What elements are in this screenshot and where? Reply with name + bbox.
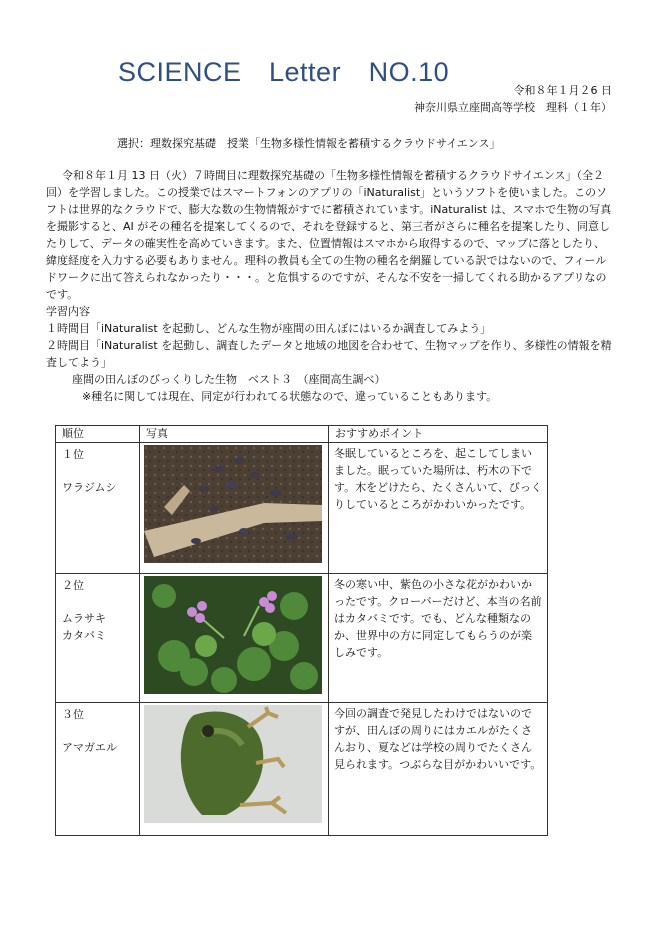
learning-heading: 学習内容 — [46, 305, 90, 318]
table-header-row — [56, 426, 548, 443]
point-cell: 今回の調査で発見したわけではないのですが、田んぼの周りにはカエルがたくさんおり、夏などは学校の周りでたくさん見られます。つぶらな目がかわいいです。 — [329, 703, 548, 836]
header-point: おすすめポイント — [329, 426, 548, 443]
school-name: 神奈川県立座間高等学校 理科（１年） — [414, 101, 612, 114]
table-row — [56, 574, 548, 703]
rank-label: ３位 — [62, 708, 84, 721]
issue-date: 令和８年１月２6 日 — [513, 84, 612, 97]
purple-oxalis-photo — [144, 576, 322, 694]
subject-line: 選択：理数探究基礎 授業「生物多様性情報を蓄積するクラウドサイエンス」 — [117, 137, 501, 150]
point-cell: 冬の寒い中、紫色の小さな花がかわいかったです。クローバーだけど、本当の名前はカタバミです。でも、どんな種類なのか、世界中の方に同定してもらうのが楽しみです。 — [329, 574, 548, 703]
photo-cell — [140, 443, 329, 574]
table-row — [56, 703, 548, 836]
letter-body — [46, 167, 612, 405]
lesson-1: １時間目「iNaturalist を起動し、どんな生物が座間の田んぼにはいるか調査してみよう」 — [46, 322, 492, 335]
photo-cell — [140, 703, 329, 836]
woodlouse-photo — [144, 445, 322, 563]
rank-cell — [56, 703, 140, 836]
header-rank: 順位 — [56, 426, 140, 443]
species-name: ムラサキ カタバミ — [62, 612, 106, 642]
rank-cell — [56, 443, 140, 574]
rank-cell — [56, 574, 140, 703]
species-note: ※種名に関しては現在、同定が行われてる状態なので、違っていることもあります。 — [82, 390, 498, 403]
species-name: ワラジムシ — [62, 481, 117, 494]
species-name: アマガエル — [62, 741, 117, 754]
best3-heading: 座間の田んぼのびっくりした生物 ベスト３ （座間高生調べ） — [72, 373, 386, 386]
rank-label: １位 — [62, 448, 84, 461]
header-photo: 写真 — [140, 426, 329, 443]
table-row — [56, 443, 548, 574]
best3-table — [55, 425, 548, 836]
tree-frog-photo — [144, 705, 322, 823]
point-cell: 冬眠しているところを、起こしてしまいました。眠っていた場所は、朽木の下です。木をどけたら、たくさんいて、びっくりしているところがかわいかったです。 — [329, 443, 548, 574]
letter-title: SCIENCE Letter NO.10 — [118, 57, 450, 87]
intro-paragraph: 令和８年１月 13 日（火）７時間目に理数探究基礎の「生物多様性情報を蓄積するクラウドサイエンス」（全２回）を学習しました。この授業ではスマートフォンのアプリの「iNaturalist」というソフトを使いました。このソフトは世界的なクラウドで、膨大な数の生物情報がすでに蓄積されています。iNaturalist は、スマホで生物の写真を撮影すると、AI がその種名を提案してくるので、それを登録すると、第三者がさらに種名を提案したり、同意したりして、データの確実性を高めていきます。また、位置情報はスマホから取得するので、マップに落としたり、緯度経度を入力する必要もありません。理科の教員も全ての生物の種名を網羅している訳ではないので、フィールドワークに出て答えられなかったり・・・。と危惧するのですが、そんな不安を一掃してくれる助かるアプリなのです。 — [46, 169, 612, 301]
photo-cell — [140, 574, 329, 703]
lesson-2: ２時間目「iNaturalist を起動し、調査したデータと地域の地図を合わせて、生物マップを作り、多様性の情報を精査してよう」 — [46, 339, 612, 369]
rank-label: ２位 — [62, 579, 84, 592]
